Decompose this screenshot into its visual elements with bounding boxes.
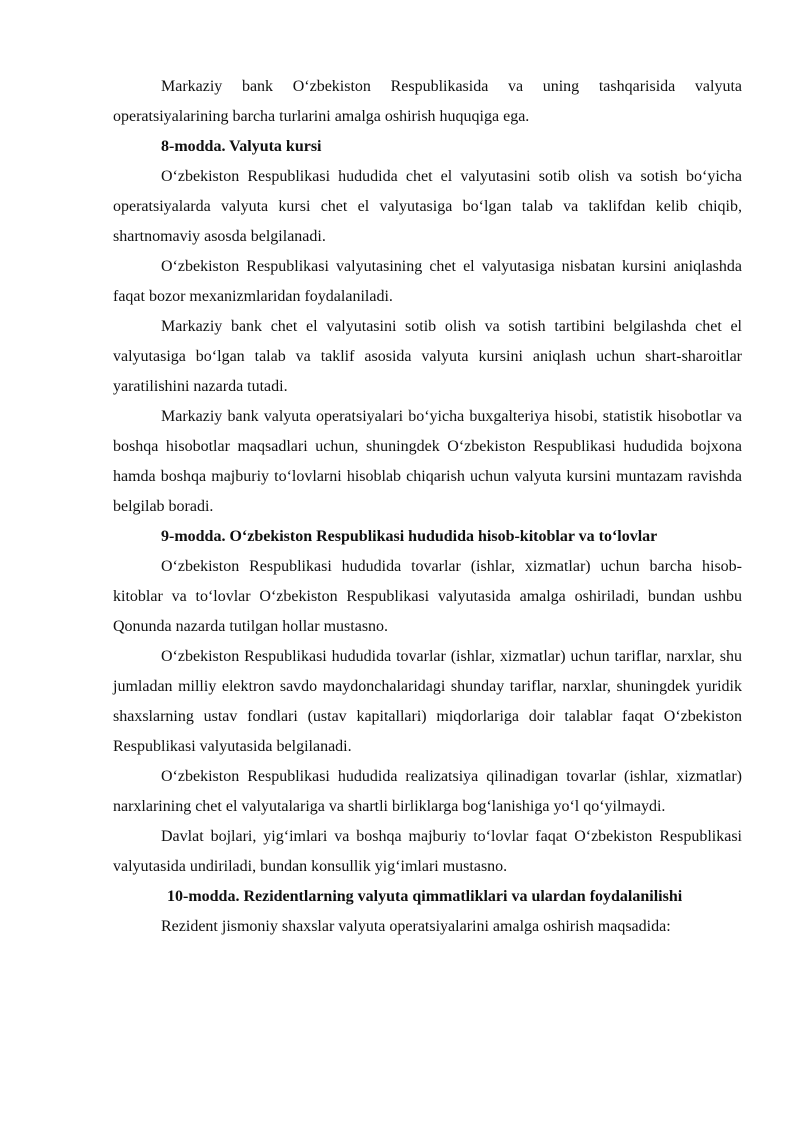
paragraph: O‘zbekiston Respublikasi hududida realizatsiya qilinadigan tovarlar (ishlar, xizmatlar) narxlarining chet el valyutalariga va shartli birliklarga bog‘lanishiga yo‘l qo‘yilmaydi. [113, 768, 742, 815]
article-heading: 8-modda. Valyuta kursi [161, 138, 322, 155]
article-heading: 9-modda. O‘zbekiston Respublikasi hududida hisob-kitoblar va to‘lovlar [161, 528, 658, 545]
paragraph: Davlat bojlari, yig‘imlari va boshqa majburiy to‘lovlar faqat O‘zbekiston Respublikasi valyutasida undiriladi, bundan konsullik yig‘imlari mustasno. [113, 828, 742, 875]
article-heading: 10-modda. Rezidentlarning valyuta qimmatliklari va ulardan foydalanilishi [167, 888, 683, 905]
document-page [113, 72, 742, 942]
paragraph: O‘zbekiston Respublikasi hududida tovarlar (ishlar, xizmatlar) uchun tariflar, narxlar, shu jumladan milliy elektron savdo maydonchalaridagi shunday tariflar, narxlar, shuningdek yuridik shaxslarning ustav fondlari (ustav kapitallari) miqdorlariga doir talablar faqat O‘zbekiston Respublikasi valyutasida belgilanadi. [113, 648, 742, 755]
paragraph: O‘zbekiston Respublikasi hududida tovarlar (ishlar, xizmatlar) uchun barcha hisob-kitoblar va to‘lovlar O‘zbekiston Respublikasi valyutasida amalga oshiriladi, bundan ushbu Qonunda nazarda tutilgan hollar mustasno. [113, 558, 742, 635]
paragraph: Markaziy bank chet el valyutasini sotib olish va sotish tartibini belgilashda chet el valyutasiga bo‘lgan talab va taklif asosida valyuta kursini aniqlash uchun shart-sharoitlar yaratilishini nazarda tutadi. [113, 318, 742, 395]
paragraph: Rezident jismoniy shaxslar valyuta operatsiyalarini amalga oshirish maqsadida: [161, 918, 671, 935]
paragraph: Markaziy bank O‘zbekiston Respublikasida va uning tashqarisida valyuta operatsiyalarining barcha turlarini amalga oshirish huquqiga ega. [113, 78, 742, 125]
paragraph: O‘zbekiston Respublikasi valyutasining chet el valyutasiga nisbatan kursini aniqlashda faqat bozor mexanizmlaridan foydalaniladi. [113, 258, 742, 305]
paragraph: O‘zbekiston Respublikasi hududida chet el valyutasini sotib olish va sotish bo‘yicha operatsiyalarda valyuta kursi chet el valyutasiga bo‘lgan talab va taklifdan kelib chiqib, shartnomaviy asosda belgilanadi. [113, 168, 742, 245]
paragraph: Markaziy bank valyuta operatsiyalari bo‘yicha buxgalteriya hisobi, statistik hisobotlar va boshqa hisobotlar maqsadlari uchun, shuningdek O‘zbekiston Respublikasi hududida bojxona hamda boshqa majburiy to‘lovlarni hisoblab chiqarish uchun valyuta kursini muntazam ravishda belgilab boradi. [113, 408, 742, 515]
